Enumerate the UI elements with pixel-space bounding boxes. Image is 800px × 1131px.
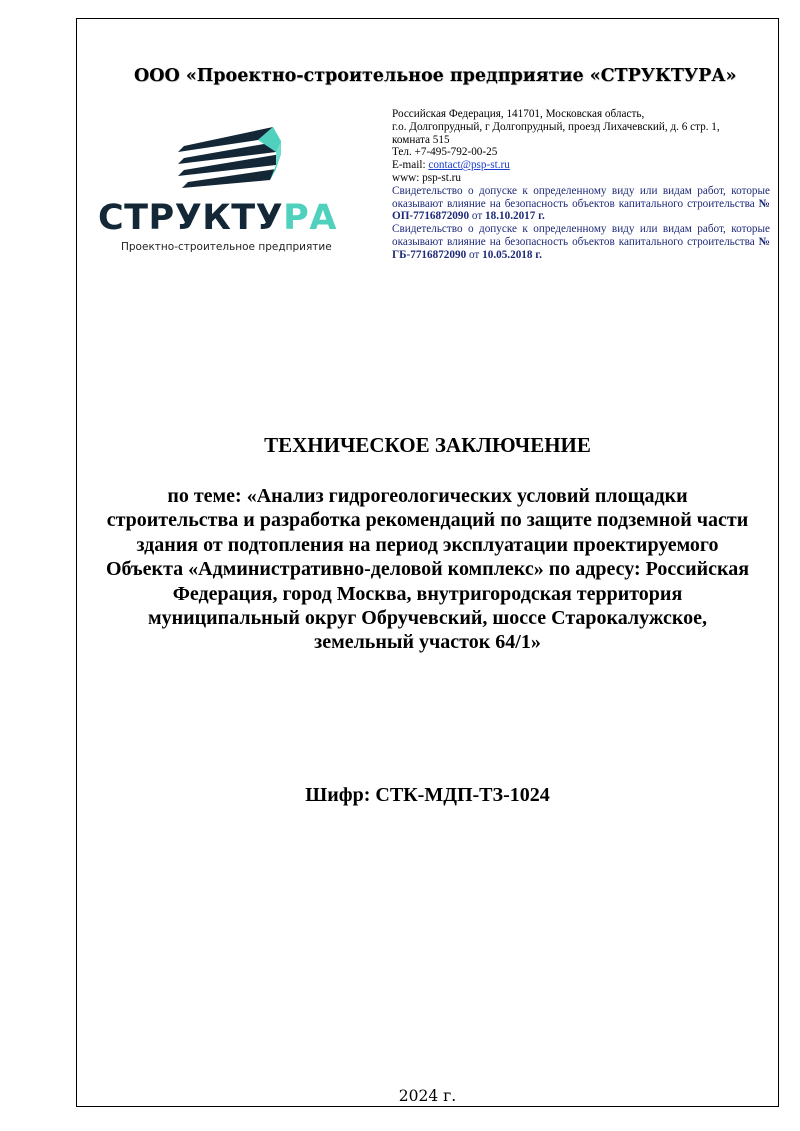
logo-mark-icon — [98, 124, 360, 200]
document-title: ТЕХНИЧЕСКОЕ ЗАКЛЮЧЕНИЕ — [264, 433, 591, 457]
contact-block — [392, 108, 770, 262]
topic-line: земельный участок 64/1» — [314, 631, 541, 654]
certificate-2: Свидетельство о допуске к определенному виду или видам работ, которые оказывают влияние на безопасность объектов капитального строительства № ГБ-7716872090 от 10.05.2018 г. — [392, 223, 771, 261]
email-row: E-mail: contact@psp-st.ru — [392, 159, 510, 172]
topic-line: Объекта «Административно-деловой комплекс» по адресу: Российская — [105, 558, 750, 581]
document-cipher: Шифр: СТК-МДП-ТЗ-1024 — [305, 784, 550, 806]
website: www: psp-st.ru — [392, 171, 461, 184]
logo-wordmark: СТРУКТУРА — [98, 198, 337, 238]
topic-line: строительства и разработка рекомендаций по защите подземной части — [106, 509, 749, 532]
logo-subtitle: Проектно-строительное предприятие — [121, 241, 332, 253]
certificate-1: Свидетельство о допуске к определенному виду или видам работ, которые оказывают влияние на безопасность объектов капитального строительства № ОП-7716872090 от 18.10.2017 г. — [392, 184, 771, 223]
phone: Тел. +7-495-792-00-25 — [392, 146, 498, 159]
topic-line: здания от подтопления на период эксплуатации проектируемого — [136, 533, 719, 556]
address-line: Российская Федерация, 141701, Московская область, — [392, 108, 645, 120]
address-line: комната 515 — [392, 133, 450, 146]
address-line: г.о. Долгопрудный, г Долгопрудный, проезд Лихачевский, д. 6 стр. 1, — [392, 120, 720, 133]
company-name: ООО «Проектно-строительное предприятие «СТРУКТУРА» — [134, 66, 737, 86]
topic-line: по теме: «Анализ гидрогеологических условий площадки — [167, 485, 688, 507]
company-logo — [98, 124, 360, 254]
document-year: 2024 г. — [398, 1087, 457, 1105]
topic-line: Федерация, город Москва, внутригородская территория — [172, 582, 683, 605]
document-topic — [80, 484, 775, 655]
topic-line: муниципальный округ Обручевский, шоссе Старокалужское, — [147, 607, 708, 630]
email-link[interactable]: contact@psp-st.ru — [428, 159, 510, 172]
